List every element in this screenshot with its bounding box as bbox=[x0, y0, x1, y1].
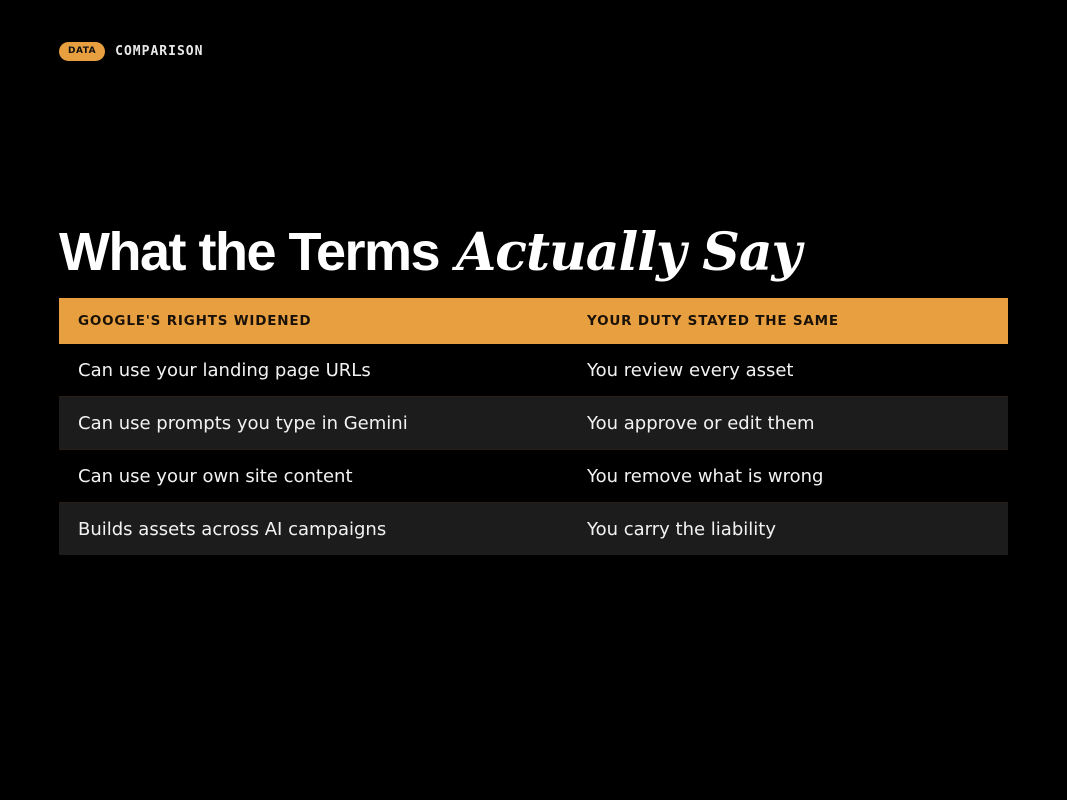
table-cell: Builds assets across AI campaigns bbox=[78, 518, 387, 540]
column-header-google-rights: GOOGLE'S RIGHTS WIDENED bbox=[78, 313, 312, 329]
page-title-accent: Actually Say bbox=[455, 222, 801, 283]
table-cell: Can use your own site content bbox=[78, 465, 353, 487]
table-cell: You approve or edit them bbox=[587, 412, 815, 434]
table-row bbox=[59, 344, 1008, 397]
table-row bbox=[59, 397, 1008, 450]
table-header bbox=[59, 298, 1008, 344]
comparison-table bbox=[59, 298, 1008, 555]
section-tag bbox=[59, 42, 203, 61]
column-header-your-duty: YOUR DUTY STAYED THE SAME bbox=[587, 313, 839, 329]
table-cell: You carry the liability bbox=[587, 518, 776, 540]
section-label: COMPARISON bbox=[115, 44, 204, 59]
table-row bbox=[59, 450, 1008, 503]
table-cell: You remove what is wrong bbox=[587, 465, 824, 487]
data-badge: DATA bbox=[59, 42, 105, 61]
table-row bbox=[59, 503, 1008, 555]
page-title-main: What the Terms bbox=[59, 222, 440, 282]
table-cell: Can use prompts you type in Gemini bbox=[78, 412, 408, 434]
table-cell: Can use your landing page URLs bbox=[78, 359, 371, 381]
table-cell: You review every asset bbox=[587, 359, 794, 381]
page-title bbox=[59, 218, 801, 293]
